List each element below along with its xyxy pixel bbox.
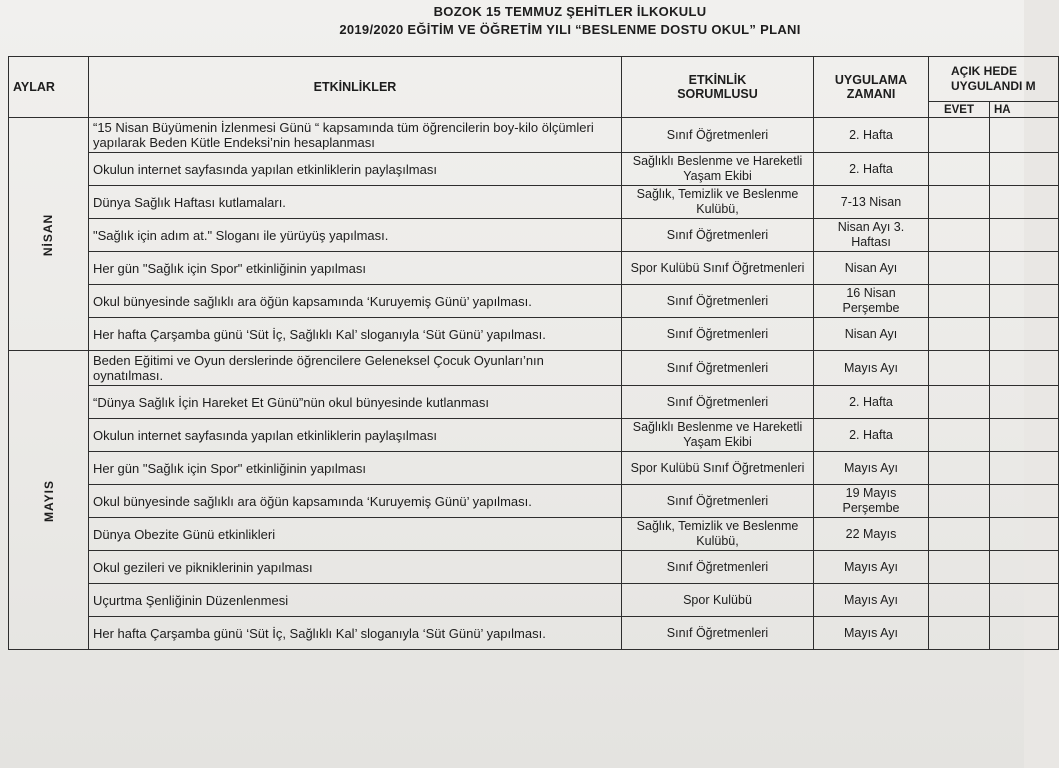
table-row [9,617,1059,650]
month-cell-mayis [9,351,89,650]
time-cell: Mayıs Ayı [814,617,929,650]
time-cell: 19 Mayıs Perşembe [814,485,929,518]
activity-cell: Dünya Obezite Günü etkinlikleri [89,518,622,551]
yes-cell [929,318,990,351]
no-cell [990,584,1059,617]
month-cell-nisan [9,118,89,351]
no-cell [990,452,1059,485]
yes-cell [929,485,990,518]
time-cell: 2. Hafta [814,153,929,186]
table-row [9,518,1059,551]
column-header-time: UYGULAMA ZAMANI [814,57,929,118]
no-cell [990,386,1059,419]
table-row [9,318,1059,351]
column-header-activities: ETKİNLİKLER [89,57,622,118]
responsible-cell: Sınıf Öğretmenleri [622,551,814,584]
time-cell: Nisan Ayı [814,318,929,351]
yes-cell [929,419,990,452]
responsible-cell: Sağlıklı Beslenme ve Hareketli Yaşam Ekibi [622,153,814,186]
no-cell [990,518,1059,551]
responsible-cell: Sınıf Öğretmenleri [622,285,814,318]
yes-cell [929,617,990,650]
month-label: MAYIS [41,479,56,522]
activity-cell: "Sağlık için adım at." Sloganı ile yürüyüş yapılması. [89,219,622,252]
time-cell: Mayıs Ayı [814,551,929,584]
table-row [9,219,1059,252]
no-cell [990,485,1059,518]
school-name: BOZOK 15 TEMMUZ ŞEHİTLER İLKOKULU [433,4,707,19]
yes-cell [929,153,990,186]
yes-cell [929,518,990,551]
responsible-cell: Spor Kulübü [622,584,814,617]
responsible-cell: Sınıf Öğretmenleri [622,118,814,153]
activity-cell: Okul gezileri ve pikniklerinin yapılması [89,551,622,584]
responsible-cell: Sağlık, Temizlik ve Beslenme Kulübü, [622,518,814,551]
yes-cell [929,285,990,318]
yes-cell [929,386,990,419]
no-cell [990,318,1059,351]
column-header-yes: EVET [929,102,990,118]
time-cell: Mayıs Ayı [814,452,929,485]
responsible-cell: Sınıf Öğretmenleri [622,485,814,518]
yes-cell [929,452,990,485]
month-label: NİSAN [41,213,56,256]
time-cell: Mayıs Ayı [814,584,929,617]
responsible-cell: Sınıf Öğretmenleri [622,318,814,351]
responsible-cell: Sınıf Öğretmenleri [622,617,814,650]
activity-cell: Okul bünyesinde sağlıklı ara öğün kapsamında ‘Kuruyemiş Günü’ yapılması. [89,285,622,318]
no-cell [990,219,1059,252]
time-cell: 22 Mayıs [814,518,929,551]
time-cell: 2. Hafta [814,419,929,452]
plan-table [8,56,1059,650]
table-row [9,386,1059,419]
table-row [9,485,1059,518]
yes-cell [929,186,990,219]
yes-cell [929,584,990,617]
no-cell [990,551,1059,584]
yes-cell [929,351,990,386]
plan-title: 2019/2020 EĞİTİM VE ÖĞRETİM YILI “BESLENME DOSTU OKUL” PLANI [339,22,801,37]
time-cell: Nisan Ayı [814,252,929,285]
responsible-cell: Sağlık, Temizlik ve Beslenme Kulübü, [622,186,814,219]
time-cell: 16 Nisan Perşembe [814,285,929,318]
activity-cell: Okul bünyesinde sağlıklı ara öğün kapsamında ‘Kuruyemiş Günü’ yapılması. [89,485,622,518]
yes-cell [929,252,990,285]
no-cell [990,153,1059,186]
time-cell: 2. Hafta [814,118,929,153]
table-row [9,285,1059,318]
table-row [9,551,1059,584]
column-header-no: HA [990,102,1059,118]
activity-cell: Her gün "Sağlık için Spor" etkinliğinin yapılması [89,252,622,285]
column-header-responsible: ETKİNLİK SORUMLUSU [622,57,814,118]
table-row [9,186,1059,219]
table-row [9,118,1059,153]
activity-cell: Her hafta Çarşamba günü ‘Süt İç, Sağlıklı Kal’ sloganıyla ‘Süt Günü’ yapılması. [89,617,622,650]
responsible-cell: Spor Kulübü Sınıf Öğretmenleri [622,452,814,485]
yes-cell [929,219,990,252]
table-row [9,153,1059,186]
no-cell [990,118,1059,153]
activity-cell: Her hafta Çarşamba günü ‘Süt İç, Sağlıklı Kal’ sloganıyla ‘Süt Günü’ yapılması. [89,318,622,351]
table-row [9,252,1059,285]
activity-cell: Okulun internet sayfasında yapılan etkinliklerin paylaşılması [89,419,622,452]
responsible-cell: Spor Kulübü Sınıf Öğretmenleri [622,252,814,285]
activity-cell: Okulun internet sayfasında yapılan etkinliklerin paylaşılması [89,153,622,186]
activity-cell: Dünya Sağlık Haftası kutlamaları. [89,186,622,219]
no-cell [990,419,1059,452]
no-cell [990,252,1059,285]
activity-cell: Her gün "Sağlık için Spor" etkinliğinin yapılması [89,452,622,485]
no-cell [990,617,1059,650]
time-cell: 2. Hafta [814,386,929,419]
activity-cell: “Dünya Sağlık İçin Hareket Et Günü”nün okul bünyesinde kutlanması [89,386,622,419]
column-header-goal: AÇIK HEDE UYGULANDI M [929,57,1059,102]
responsible-cell: Sınıf Öğretmenleri [622,219,814,252]
responsible-cell: Sınıf Öğretmenleri [622,351,814,386]
activity-cell: Uçurtma Şenliğinin Düzenlenmesi [89,584,622,617]
no-cell [990,285,1059,318]
responsible-cell: Sağlıklı Beslenme ve Hareketli Yaşam Ekibi [622,419,814,452]
activity-cell: Beden Eğitimi ve Oyun derslerinde öğrencilere Geleneksel Çocuk Oyunları’nın oynatılması. [89,351,622,386]
column-header-months: AYLAR [9,57,89,118]
no-cell [990,186,1059,219]
table-row [9,419,1059,452]
table-row [9,584,1059,617]
yes-cell [929,118,990,153]
responsible-cell: Sınıf Öğretmenleri [622,386,814,419]
table-row [9,351,1059,386]
time-cell: 7-13 Nisan [814,186,929,219]
time-cell: Mayıs Ayı [814,351,929,386]
table-row [9,452,1059,485]
time-cell: Nisan Ayı 3. Haftası [814,219,929,252]
no-cell [990,351,1059,386]
yes-cell [929,551,990,584]
activity-cell: “15 Nisan Büyümenin İzlenmesi Günü “ kapsamında tüm öğrencilerin boy-kilo ölçümleri yapılarak Beden Kütle Endeksi’nin hesaplanması [89,118,622,153]
